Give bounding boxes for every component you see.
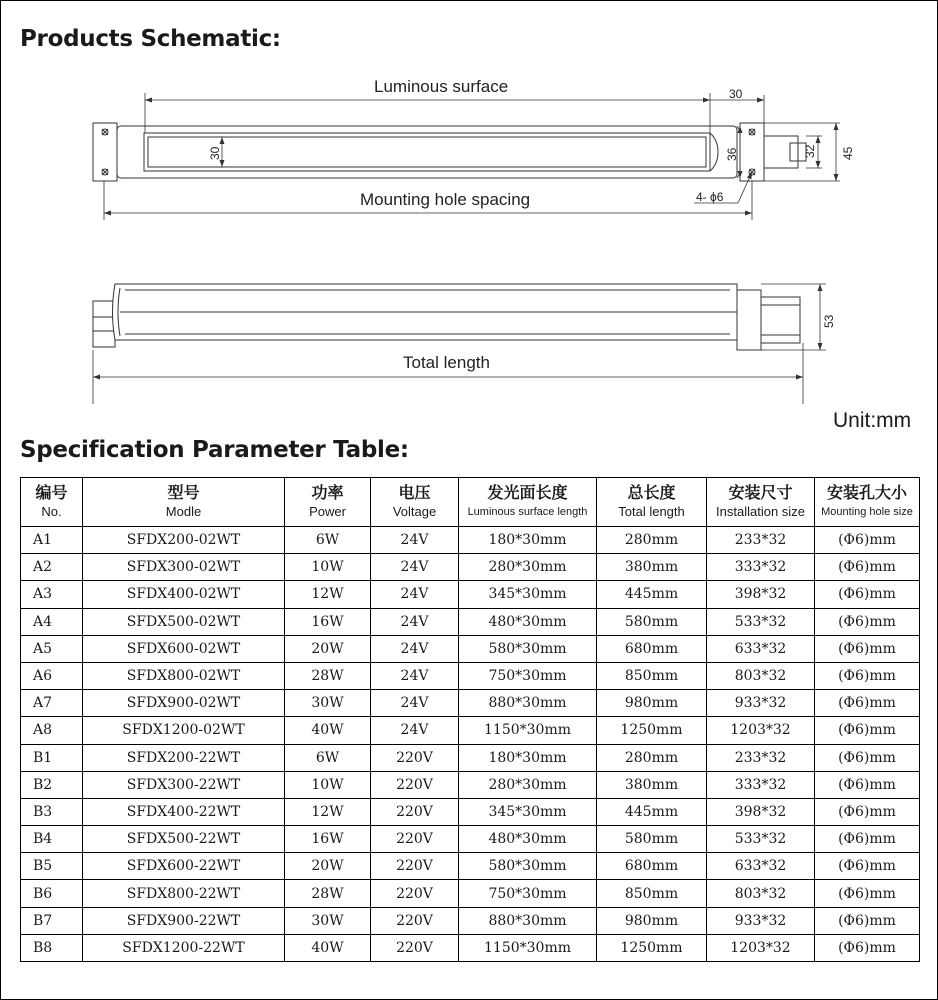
overall-height-dim: 45 xyxy=(841,146,855,160)
top-view-drawing xyxy=(93,123,806,181)
cell-installation-size: 633*32 xyxy=(707,635,815,662)
table-row xyxy=(21,527,920,554)
header-model: 型号 Modle xyxy=(83,478,285,527)
cell-model: SFDX500-02WT xyxy=(83,608,285,635)
unit-label: Unit:mm xyxy=(833,409,912,432)
cell-installation-size: 398*32 xyxy=(707,581,815,608)
cell-model: SFDX400-02WT xyxy=(83,581,285,608)
cell-luminous-length: 1150*30mm xyxy=(459,934,597,961)
cell-power: 28W xyxy=(285,880,371,907)
cell-model: SFDX600-02WT xyxy=(83,635,285,662)
cell-luminous-length: 580*30mm xyxy=(459,635,597,662)
cell-voltage: 24V xyxy=(371,554,459,581)
cell-no: A4 xyxy=(21,608,83,635)
cell-installation-size: 933*32 xyxy=(707,907,815,934)
cell-luminous-length: 480*30mm xyxy=(459,608,597,635)
cell-voltage: 24V xyxy=(371,690,459,717)
table-row xyxy=(21,853,920,880)
cell-installation-size: 233*32 xyxy=(707,527,815,554)
cell-luminous-length: 880*30mm xyxy=(459,690,597,717)
table-row xyxy=(21,635,920,662)
cell-total-length: 1250mm xyxy=(597,717,707,744)
cell-total-length: 280mm xyxy=(597,744,707,771)
cell-voltage: 24V xyxy=(371,527,459,554)
cell-luminous-length: 880*30mm xyxy=(459,907,597,934)
cell-installation-size: 633*32 xyxy=(707,853,815,880)
cell-voltage: 220V xyxy=(371,798,459,825)
cell-total-length: 580mm xyxy=(597,608,707,635)
cell-model: SFDX600-22WT xyxy=(83,853,285,880)
table-row xyxy=(21,581,920,608)
cell-power: 12W xyxy=(285,798,371,825)
cell-no: B3 xyxy=(21,798,83,825)
cell-model: SFDX400-22WT xyxy=(83,798,285,825)
cell-total-length: 1250mm xyxy=(597,934,707,961)
cell-installation-size: 233*32 xyxy=(707,744,815,771)
right-end-cap-side xyxy=(737,290,761,350)
cell-total-length: 980mm xyxy=(597,690,707,717)
header-installation-size: 安装尺寸 Installation size xyxy=(707,478,815,527)
cell-no: B6 xyxy=(21,880,83,907)
cell-voltage: 24V xyxy=(371,581,459,608)
cell-installation-size: 398*32 xyxy=(707,798,815,825)
cell-power: 6W xyxy=(285,527,371,554)
cell-power: 30W xyxy=(285,907,371,934)
cell-power: 30W xyxy=(285,690,371,717)
cell-hole-size: (Φ6)mm xyxy=(815,826,920,853)
cell-total-length: 850mm xyxy=(597,880,707,907)
cell-total-length: 445mm xyxy=(597,581,707,608)
cell-voltage: 24V xyxy=(371,662,459,689)
table-row xyxy=(21,934,920,961)
left-end-cap-side xyxy=(93,301,115,347)
cell-hole-size: (Φ6)mm xyxy=(815,880,920,907)
cell-luminous-length: 480*30mm xyxy=(459,826,597,853)
cell-luminous-length: 280*30mm xyxy=(459,771,597,798)
cell-installation-size: 533*32 xyxy=(707,608,815,635)
cell-total-length: 580mm xyxy=(597,826,707,853)
connector-height-dim: 32 xyxy=(803,144,817,158)
luminous-surface-label: Luminous surface xyxy=(374,77,509,96)
cell-hole-size: (Φ6)mm xyxy=(815,798,920,825)
cell-voltage: 220V xyxy=(371,826,459,853)
cell-voltage: 220V xyxy=(371,853,459,880)
cell-no: B4 xyxy=(21,826,83,853)
cell-installation-size: 1203*32 xyxy=(707,934,815,961)
mounting-hole-spacing-label: Mounting hole spacing xyxy=(360,190,531,209)
cell-no: B8 xyxy=(21,934,83,961)
cell-model: SFDX500-22WT xyxy=(83,826,285,853)
cell-voltage: 220V xyxy=(371,907,459,934)
cell-model: SFDX1200-02WT xyxy=(83,717,285,744)
cell-installation-size: 333*32 xyxy=(707,554,815,581)
cell-total-length: 380mm xyxy=(597,771,707,798)
cell-total-length: 680mm xyxy=(597,635,707,662)
cell-hole-size: (Φ6)mm xyxy=(815,608,920,635)
cell-luminous-length: 1150*30mm xyxy=(459,717,597,744)
surface-height-dim: 30 xyxy=(208,146,222,160)
cell-no: B5 xyxy=(21,853,83,880)
cell-no: A1 xyxy=(21,527,83,554)
cell-no: A7 xyxy=(21,690,83,717)
cell-power: 16W xyxy=(285,608,371,635)
table-row xyxy=(21,880,920,907)
cell-luminous-length: 345*30mm xyxy=(459,798,597,825)
cell-voltage: 24V xyxy=(371,635,459,662)
table-row xyxy=(21,690,920,717)
cell-installation-size: 933*32 xyxy=(707,690,815,717)
cell-luminous-length: 580*30mm xyxy=(459,853,597,880)
cell-luminous-length: 750*30mm xyxy=(459,880,597,907)
cell-hole-size: (Φ6)mm xyxy=(815,554,920,581)
cell-hole-size: (Φ6)mm xyxy=(815,690,920,717)
cell-model: SFDX800-02WT xyxy=(83,662,285,689)
cell-model: SFDX200-02WT xyxy=(83,527,285,554)
table-row xyxy=(21,608,920,635)
table-header xyxy=(21,478,920,527)
header-power: 功率 Power xyxy=(285,478,371,527)
cell-no: A2 xyxy=(21,554,83,581)
cell-no: B1 xyxy=(21,744,83,771)
cell-hole-size: (Φ6)mm xyxy=(815,853,920,880)
cell-installation-size: 1203*32 xyxy=(707,717,815,744)
cell-power: 20W xyxy=(285,853,371,880)
hole-size-dim: 4- ϕ6 xyxy=(696,190,724,204)
table-row xyxy=(21,662,920,689)
schematic-title: Products Schematic: xyxy=(20,26,281,52)
cell-installation-size: 533*32 xyxy=(707,826,815,853)
cell-no: B2 xyxy=(21,771,83,798)
cell-model: SFDX900-02WT xyxy=(83,690,285,717)
cell-luminous-length: 345*30mm xyxy=(459,581,597,608)
header-hole-size: 安装孔大小 Mounting hole size xyxy=(815,478,920,527)
cell-power: 10W xyxy=(285,554,371,581)
cell-total-length: 980mm xyxy=(597,907,707,934)
cell-hole-size: (Φ6)mm xyxy=(815,662,920,689)
cell-no: A6 xyxy=(21,662,83,689)
side-view-drawing xyxy=(93,284,800,350)
cell-hole-size: (Φ6)mm xyxy=(815,717,920,744)
cell-power: 16W xyxy=(285,826,371,853)
cell-power: 28W xyxy=(285,662,371,689)
specification-table xyxy=(20,477,920,962)
cell-installation-size: 333*32 xyxy=(707,771,815,798)
table-row xyxy=(21,717,920,744)
table-row xyxy=(21,907,920,934)
cell-model: SFDX900-22WT xyxy=(83,907,285,934)
cell-total-length: 850mm xyxy=(597,662,707,689)
cell-hole-size: (Φ6)mm xyxy=(815,771,920,798)
cell-luminous-length: 280*30mm xyxy=(459,554,597,581)
cell-power: 12W xyxy=(285,581,371,608)
cell-luminous-length: 180*30mm xyxy=(459,744,597,771)
side-height-dim: 53 xyxy=(822,314,836,328)
table-title: Specification Parameter Table: xyxy=(20,437,409,463)
table-row xyxy=(21,826,920,853)
body-height-dim: 36 xyxy=(725,147,739,161)
cell-no: A8 xyxy=(21,717,83,744)
cell-voltage: 220V xyxy=(371,744,459,771)
cell-voltage: 220V xyxy=(371,934,459,961)
cell-total-length: 445mm xyxy=(597,798,707,825)
total-length-label: Total length xyxy=(403,353,490,372)
cell-power: 6W xyxy=(285,744,371,771)
cell-model: SFDX1200-22WT xyxy=(83,934,285,961)
cell-power: 40W xyxy=(285,717,371,744)
cell-voltage: 24V xyxy=(371,608,459,635)
cell-power: 10W xyxy=(285,771,371,798)
connector-top xyxy=(764,136,798,168)
header-no: 编号 No. xyxy=(21,478,83,527)
cell-no: B7 xyxy=(21,907,83,934)
cell-installation-size: 803*32 xyxy=(707,662,815,689)
cell-luminous-length: 750*30mm xyxy=(459,662,597,689)
cell-luminous-length: 180*30mm xyxy=(459,527,597,554)
cell-voltage: 220V xyxy=(371,880,459,907)
cell-total-length: 680mm xyxy=(597,853,707,880)
cell-total-length: 280mm xyxy=(597,527,707,554)
cell-model: SFDX300-22WT xyxy=(83,771,285,798)
cell-hole-size: (Φ6)mm xyxy=(815,907,920,934)
cell-voltage: 220V xyxy=(371,771,459,798)
header-luminous-length: 发光面长度 Luminous surface length xyxy=(459,478,597,527)
cell-installation-size: 803*32 xyxy=(707,880,815,907)
cell-hole-size: (Φ6)mm xyxy=(815,527,920,554)
cell-hole-size: (Φ6)mm xyxy=(815,934,920,961)
table-row xyxy=(21,554,920,581)
table-row xyxy=(21,771,920,798)
table-row xyxy=(21,798,920,825)
cell-hole-size: (Φ6)mm xyxy=(815,635,920,662)
end-cap-width-dim: 30 xyxy=(729,87,743,101)
product-schematic-drawing xyxy=(0,60,938,410)
cell-power: 40W xyxy=(285,934,371,961)
cell-power: 20W xyxy=(285,635,371,662)
header-total-length: 总长度 Total length xyxy=(597,478,707,527)
cell-model: SFDX800-22WT xyxy=(83,880,285,907)
header-voltage: 电压 Voltage xyxy=(371,478,459,527)
cell-hole-size: (Φ6)mm xyxy=(815,744,920,771)
cell-voltage: 24V xyxy=(371,717,459,744)
table-row xyxy=(21,744,920,771)
cell-no: A3 xyxy=(21,581,83,608)
cell-total-length: 380mm xyxy=(597,554,707,581)
cell-hole-size: (Φ6)mm xyxy=(815,581,920,608)
cell-model: SFDX300-02WT xyxy=(83,554,285,581)
cell-model: SFDX200-22WT xyxy=(83,744,285,771)
cell-no: A5 xyxy=(21,635,83,662)
table-body xyxy=(21,527,920,962)
